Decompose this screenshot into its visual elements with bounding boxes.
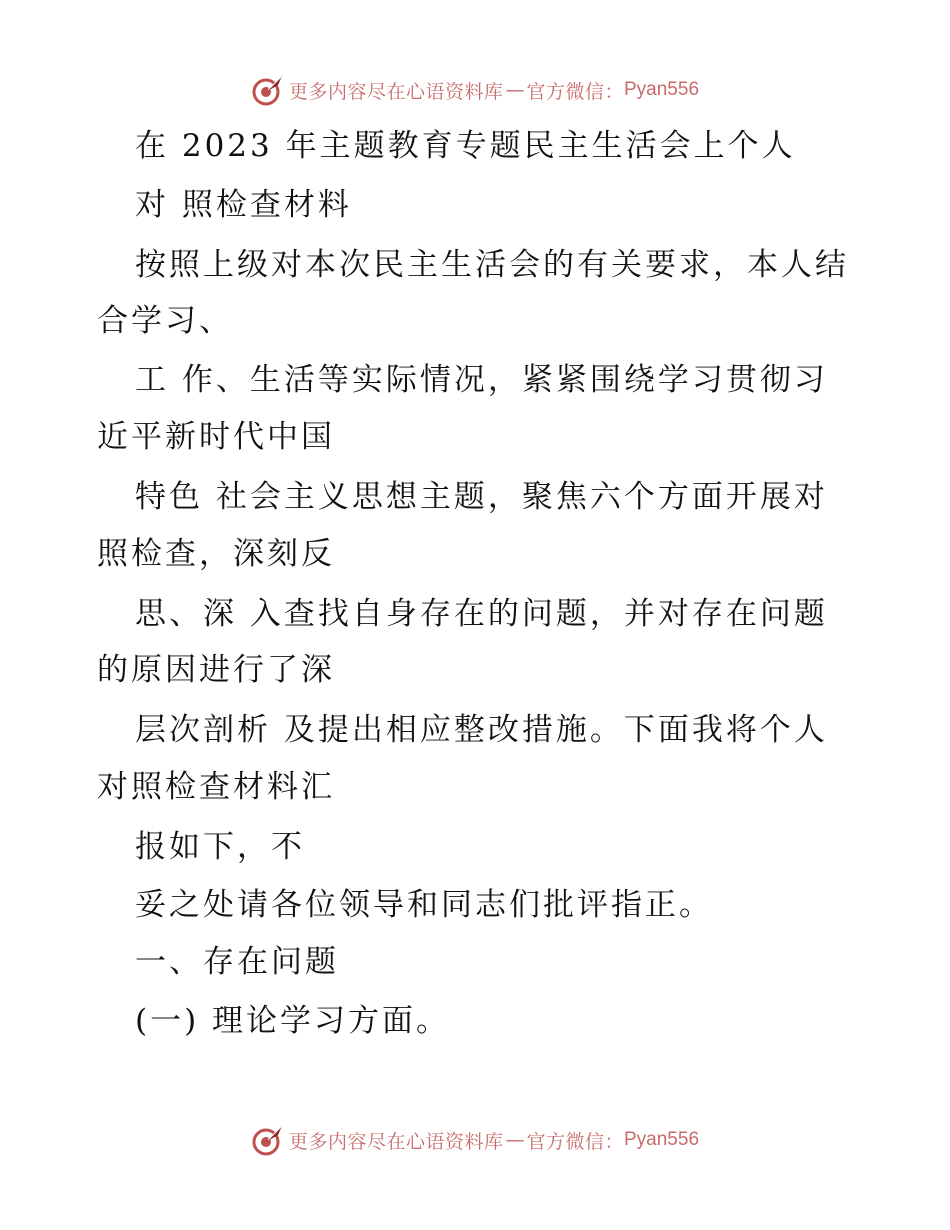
paragraph-line: 报如下，不 (135, 829, 305, 865)
paragraph-line: 照检查，深刻反 (97, 536, 335, 572)
section-heading: 一、存在问题 (135, 944, 339, 980)
paragraph-line: 妥之处请各位领导和同志们批评指正。 (135, 887, 713, 923)
subsection-heading: (一) 理论学习方面。 (135, 1003, 451, 1039)
title-line-2: 对 照检查材料 (135, 187, 352, 223)
paragraph-line: 工 作、生活等实际情况，紧紧围绕学习贯彻习 (135, 362, 828, 398)
watermark-handle: Pyan556 (624, 79, 700, 100)
watermark-separator: — (505, 79, 525, 101)
paragraph-line: 的原因进行了深 (97, 652, 335, 688)
watermark-separator: — (505, 1129, 525, 1151)
paragraph-line: 对照检查材料汇 (97, 769, 335, 805)
paragraph-line: 特色 社会主义思想主题，聚焦六个方面开展对 (135, 479, 828, 515)
title-line-1: 在 2023 年主题教育专题民主生活会上个人 (135, 128, 796, 164)
bottom-watermark-banner (0, 1120, 950, 1160)
paragraph-line: 近平新时代中国 (97, 419, 335, 455)
watermark-text: 更多内容尽在心语资料库 (288, 80, 504, 103)
watermark-label: 官方微信： (526, 1130, 624, 1153)
watermark-handle: Pyan556 (624, 1129, 700, 1150)
watermark-text: 更多内容尽在心语资料库 (288, 1130, 504, 1153)
paragraph-line: 按照上级对本次民主生活会的有关要求，本人结 (135, 247, 849, 283)
quill-logo-icon (251, 1123, 285, 1157)
paragraph-line: 层次剖析 及提出相应整改措施。下面我将个人 (135, 712, 828, 748)
watermark-label: 官方微信： (526, 80, 624, 103)
paragraph-line: 思、深 入查找自身存在的问题，并对存在问题 (135, 596, 828, 632)
paragraph-line: 合学习、 (97, 303, 233, 339)
